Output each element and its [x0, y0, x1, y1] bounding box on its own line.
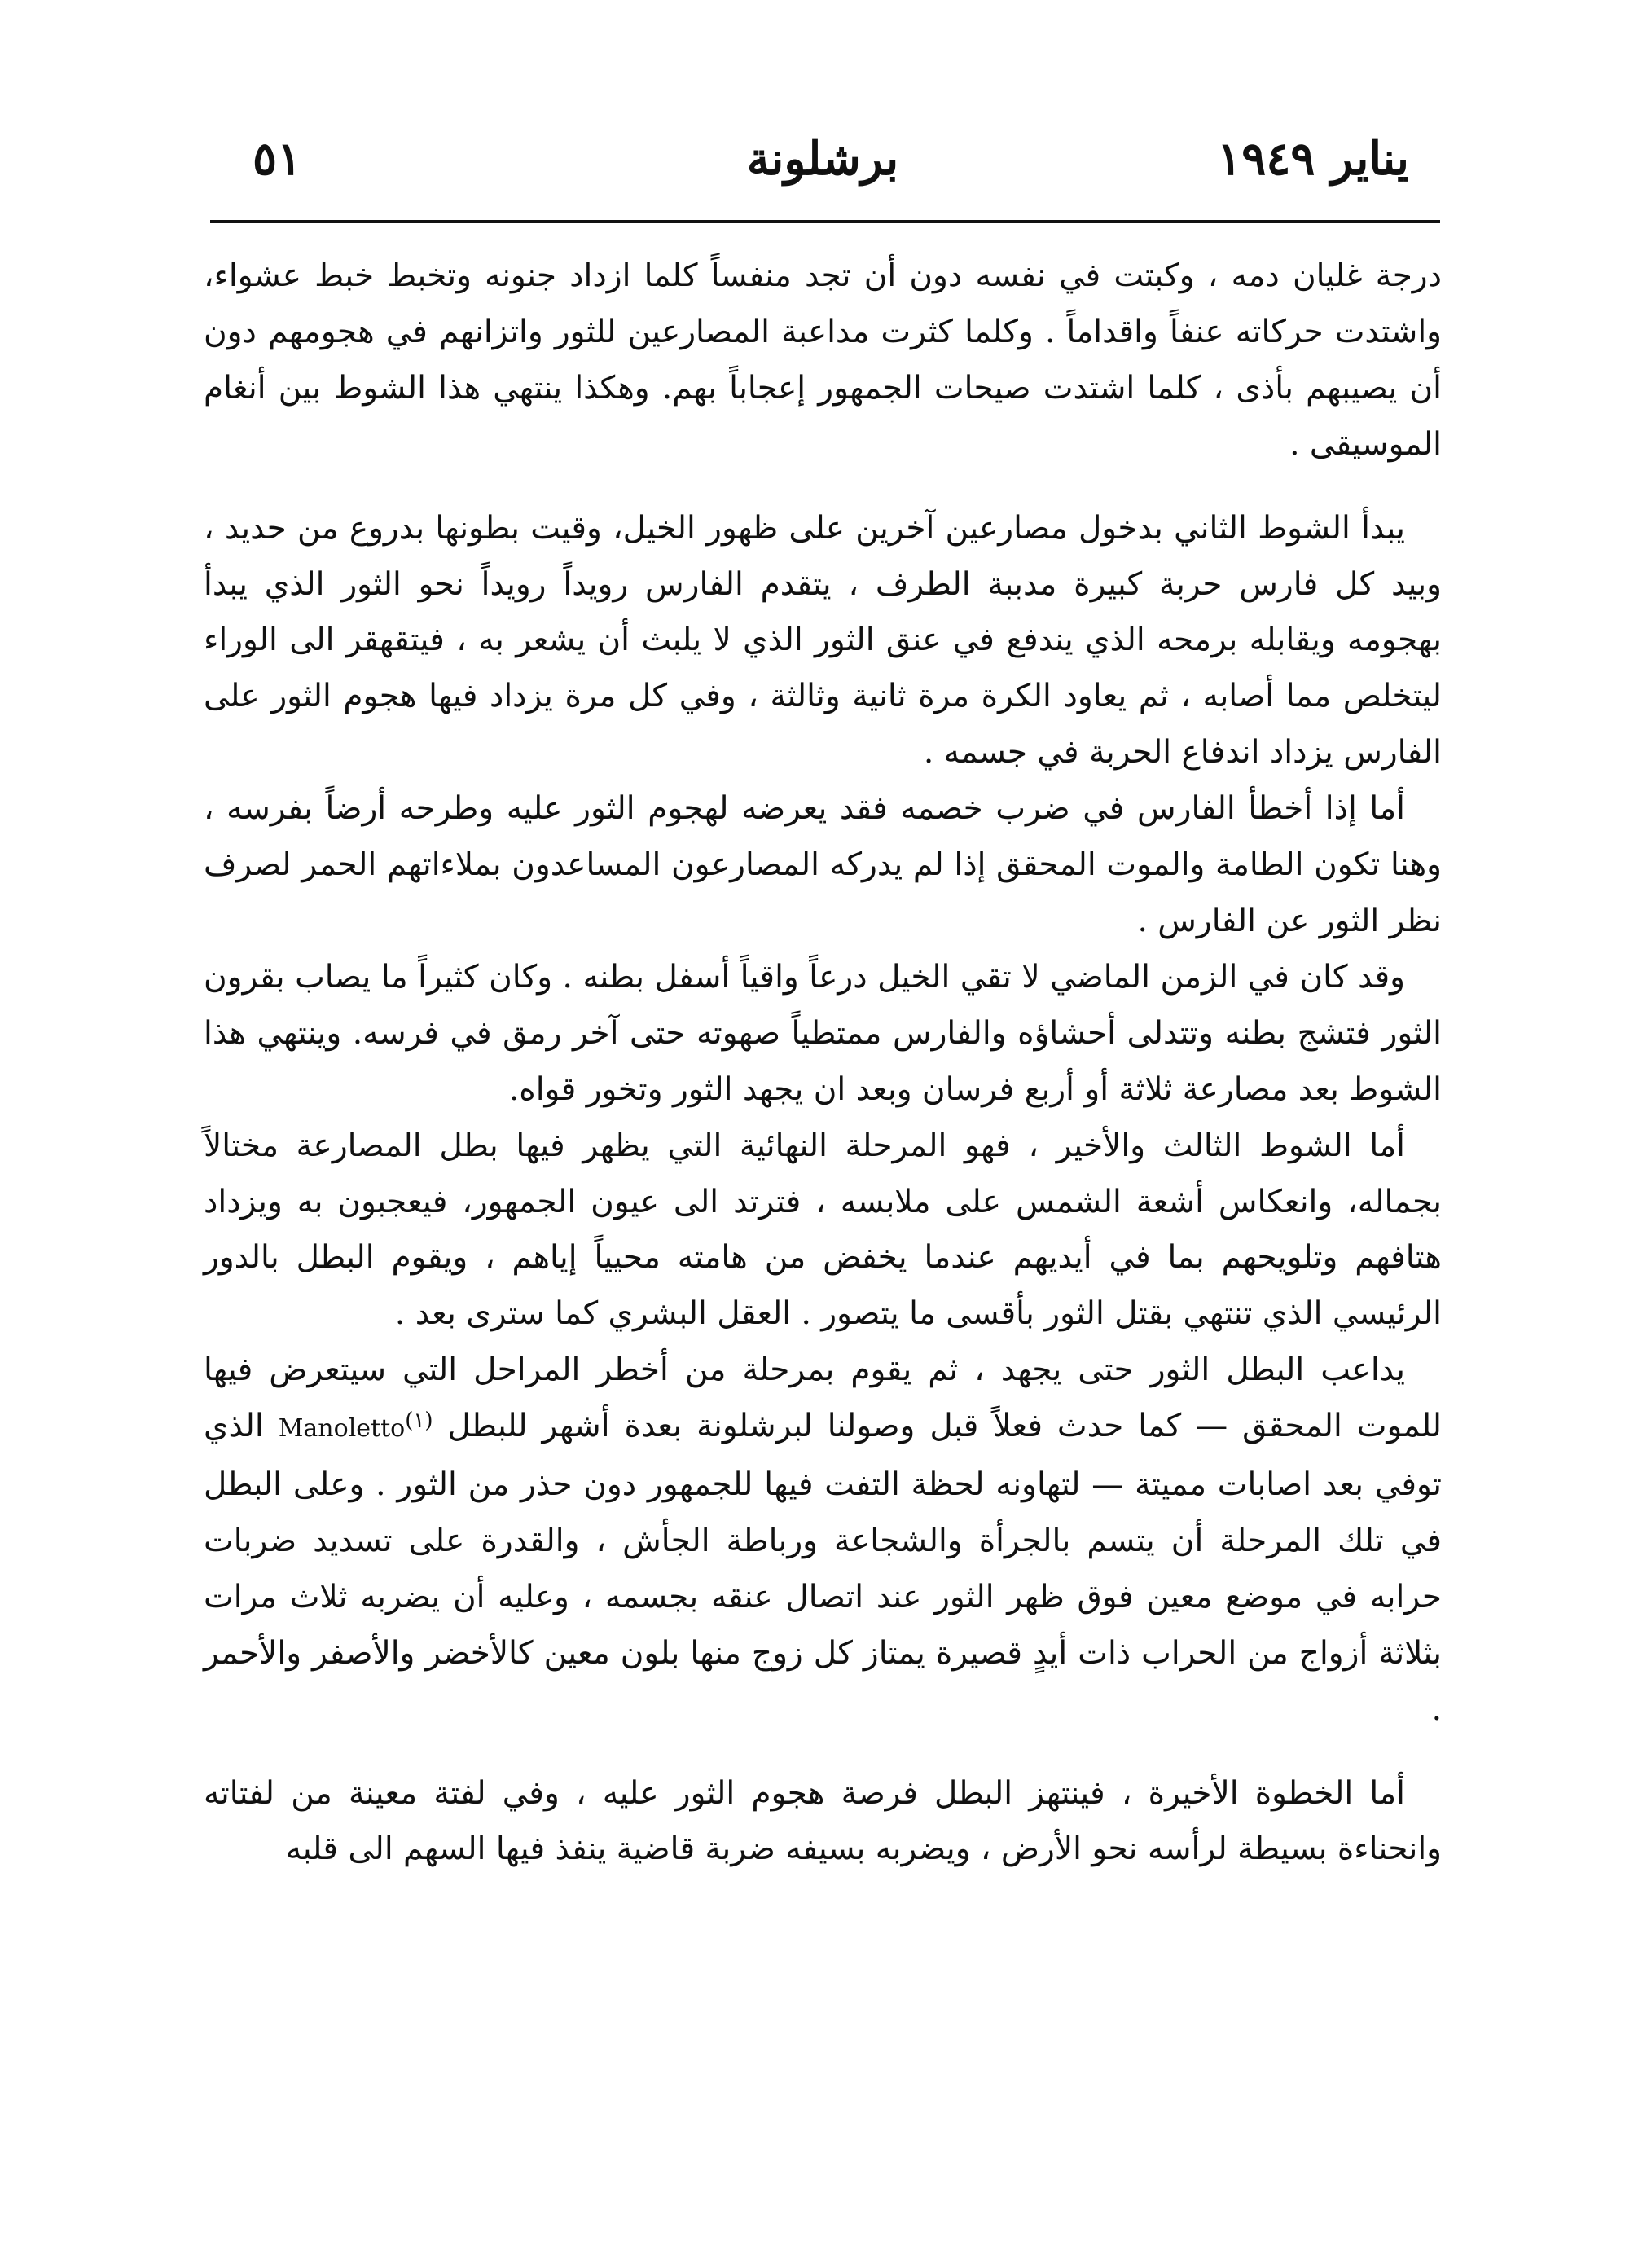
paragraph-1: درجة غليان دمه ، وكبتت في نفسه دون أن تجد منفساً كلما ازداد جنونه وتخبط خبط عشواء، واشتدت حركاته عنفاً واقداماً . وكلما كثرت مداعبة المصارعين للثور واتزانهم في هجومهم دون أن يصيبهم بأذى ، كلما اشتدت صيحات الجمهور إعجاباً بهم. وهكذا ينتهي هذا الشوط بين أنغام الموسيقى .	[204, 257, 1442, 463]
paragraph-2: يبدأ الشوط الثاني بدخول مصارعين آخرين على ظهور الخيل، وقيت بطونها بدروع من حديد ، وبيد كل فارس حربة كبيرة مدببة الطرف ، يتقدم الفارس رويداً رويداً نحو الثور الذي يبدأ بهجومه ويقابله برمحه الذي يندفع في عنق الثور الذي لا يلبث أن يشعر به ، فيتقهقر الى الوراء ليتخلص مما أصابه ، ثم يعاود الكرة مرة ثانية وثالثة ، وفي كل مرة يزداد فيها هجوم الثور على الفارس يزداد اندفاع الحربة في جسمه .	[204, 509, 1442, 771]
paragraph-6-text-end: الذي توفي بعد اصابات مميتة — لتهاونه لحظة التفت فيها للجمهور دون حذر من الثور . وعلى البطل في تلك المرحلة أن يتسم بالجرأة والشجاعة ورباطة الجأش ، والقدرة على تسديد ضربات حرابه في موضع معين فوق ظهر الثور عند اتصال عنقه بجسمه ، وعليه أن يضربه ثلاث مرات بثلاثة أزواج من الحراب ذات أيدٍ قصيرة يمتاز كل زوج منها بلون معين كالأخضر والأصفر والأحمر .	[204, 1408, 1442, 1728]
matador-name-text: Manoletto	[278, 1414, 406, 1444]
matador-name	[278, 1409, 433, 1444]
paragraph-3: أما إذا أخطأ الفارس في ضرب خصمه فقد يعرضه لهجوم الثور عليه وطرحه أرضاً بفرسه ، وهنا تكون الطامة والموت المحقق إذا لم يدركه المصارعون المساعدون بملاءاتهم الحمر لصرف نظر الثور عن الفارس .	[204, 790, 1442, 939]
page-title: برشلونة	[746, 132, 899, 186]
paragraph-4: وقد كان في الزمن الماضي لا تقي الخيل درعاً واقياً أسفل بطنه . وكان كثيراً ما يصاب بقرون الثور فتشج بطنه وتتدلى أحشاؤه والفارس ممتطياً صهوته حتى آخر رمق في فرسه. وينتهي هذا الشوط بعد مصارعة ثلاثة أو أربع فرسان وبعد ان يجهد الثور وتخور قواه.	[204, 958, 1442, 1108]
paragraph-5: أما الشوط الثالث والأخير ، فهو المرحلة النهائية التي يظهر فيها بطل المصارعة مختالاً بجماله، وانعكاس أشعة الشمس على ملابسه ، فترتد الى عيون الجمهور، فيعجبون به ويزداد هتافهم وتلويحهم بما في أيديهم عندما يخفض من هامته محيياً إياهم ، ويقوم البطل بالدور الرئيسي الذي تنتهي بقتل الثور بأقسى ما يتصور . العقل البشري كما سترى بعد .	[204, 1127, 1442, 1333]
page-number: ٥١	[253, 132, 302, 186]
paragraph-6	[204, 1343, 1442, 1738]
footnote-marker: (١)	[405, 1409, 433, 1434]
paragraph-6-text-start: يداعب البطل الثور حتى يجهد ، ثم يقوم بمرحلة من أخطر المراحل التي سيتعرض فيها للموت المحقق — كما حدث فعلاً قبل وصولنا لبرشلونة بعدة أشهر للبطل	[204, 1352, 1443, 1445]
running-head	[204, 122, 1442, 196]
article-body	[204, 248, 1442, 1878]
header-rule	[210, 220, 1440, 223]
issue-date: يناير ١٩٤٩	[1217, 132, 1409, 186]
paragraph-7: أما الخطوة الأخيرة ، فينتهز البطل فرصة هجوم الثور عليه ، وفي لفتة معينة من لفتاته وانحناءة بسيطة لرأسه نحو الأرض ، ويضربه بسيفه ضربة قاضية ينفذ فيها السهم الى قلبه	[204, 1774, 1442, 1868]
